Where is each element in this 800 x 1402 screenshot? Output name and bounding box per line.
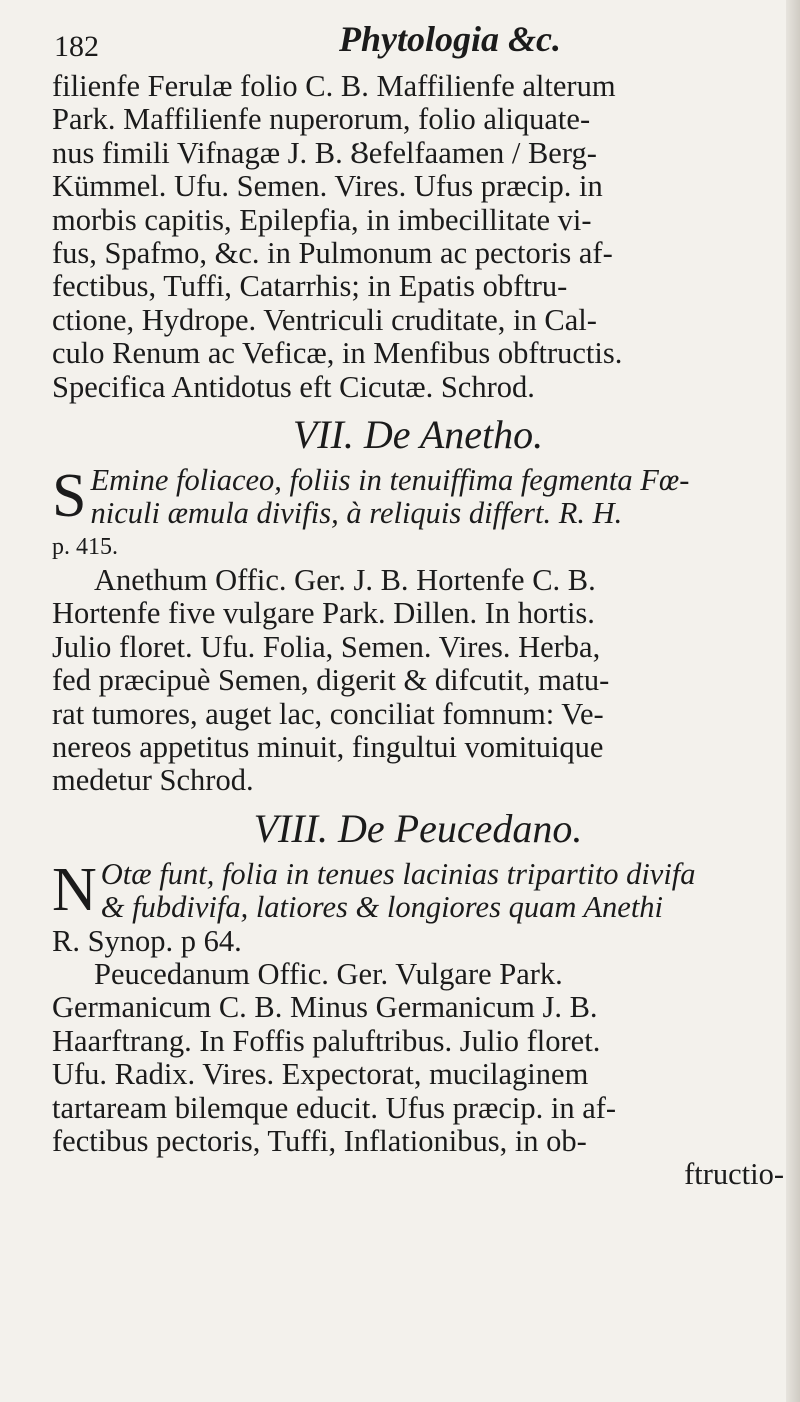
page-edge xyxy=(786,0,800,1402)
drop-capital: N xyxy=(52,855,97,924)
page-text xyxy=(52,70,784,1192)
text-line: fus, Spafmo, &c. in Pulmonum ac pectoris af- xyxy=(52,236,613,270)
text-line: fectibus pectoris, Tuffi, Inflationibus, in ob- xyxy=(52,1124,587,1158)
page-header xyxy=(54,12,774,72)
text-line: filienfe Ferulæ folio C. B. Maffilienfe alterum xyxy=(52,70,616,103)
section-heading-vii: VII. De Anetho. xyxy=(292,411,544,457)
text-line: Park. Maffilienfe nuperorum, folio aliquate- xyxy=(52,103,591,137)
section-heading-viii: VIII. De Peucedano. xyxy=(253,805,583,851)
text-line: Julio floret. Ufu. Folia, Semen. Vires. Herba, xyxy=(52,630,601,664)
text-line: tartaream bilemque educit. Ufus præcip. in af- xyxy=(52,1091,617,1125)
text-line: Haarftrang. In Foffis paluftribus. Julio floret. xyxy=(52,1024,601,1058)
section-viii-body xyxy=(52,855,784,1192)
text-line: Otæ funt, folia in tenues lacinias tripartito divifa xyxy=(100,857,696,891)
text-line: Ufu. Radix. Vires. Expectorat, mucilaginem xyxy=(52,1058,589,1092)
text-line: Anethum Offic. Ger. J. B. Hortenfe C. B. xyxy=(94,564,596,598)
text-line: nereos appetitus minuit, fingultui vomituique xyxy=(52,731,604,765)
text-line: Germanicum C. B. Minus Germanicum J. B. xyxy=(52,991,598,1025)
text-line: ctione, Hydrope. Ventriculi cruditate, in Cal- xyxy=(52,303,597,337)
page-number: 182 xyxy=(54,30,99,63)
text-line: Peucedanum Offic. Ger. Vulgare Park. xyxy=(94,957,563,991)
text-line: niculi æmula divifis, à reliquis differt. R. H. xyxy=(90,497,623,531)
text-line: & fubdivifa, latiores & longiores quam Anethi xyxy=(100,891,664,925)
text-line: R. Synop. p 64. xyxy=(52,924,242,958)
text-line: ftructio- xyxy=(684,1158,784,1192)
text-line: morbis capitis, Epilepfia, in imbecillitate vi- xyxy=(52,203,592,237)
text-line: Specifica Antidotus eft Cicutæ. Schrod. xyxy=(52,370,535,404)
text-line: Kümmel. Ufu. Semen. Vires. Ufus præcip. in xyxy=(52,170,603,204)
running-title: Phytologia &c. xyxy=(339,19,561,59)
text-line: nus fimili Vifnagæ J. B. Ȣefelfaamen / Berg- xyxy=(52,136,597,170)
text-line: rat tumores, auget lac, conciliat fomnum: Ve- xyxy=(52,697,604,731)
text-line: fectibus, Tuffi, Catarrhis; in Epatis obftru- xyxy=(52,270,568,304)
text-line: Emine foliaceo, foliis in tenuiffima fegmenta Fœ- xyxy=(90,463,690,497)
text-line: p. 415. xyxy=(52,533,118,560)
text-line: fed præcipuè Semen, digerit & difcutit, matu- xyxy=(52,664,610,698)
text-line: Hortenfe five vulgare Park. Dillen. In hortis. xyxy=(52,597,595,631)
section-vii-body xyxy=(52,461,784,798)
text-line: culo Renum ac Veficæ, in Menfibus obftructis. xyxy=(52,337,623,371)
drop-capital: S xyxy=(52,461,87,530)
text-line: medetur Schrod. xyxy=(52,764,254,798)
